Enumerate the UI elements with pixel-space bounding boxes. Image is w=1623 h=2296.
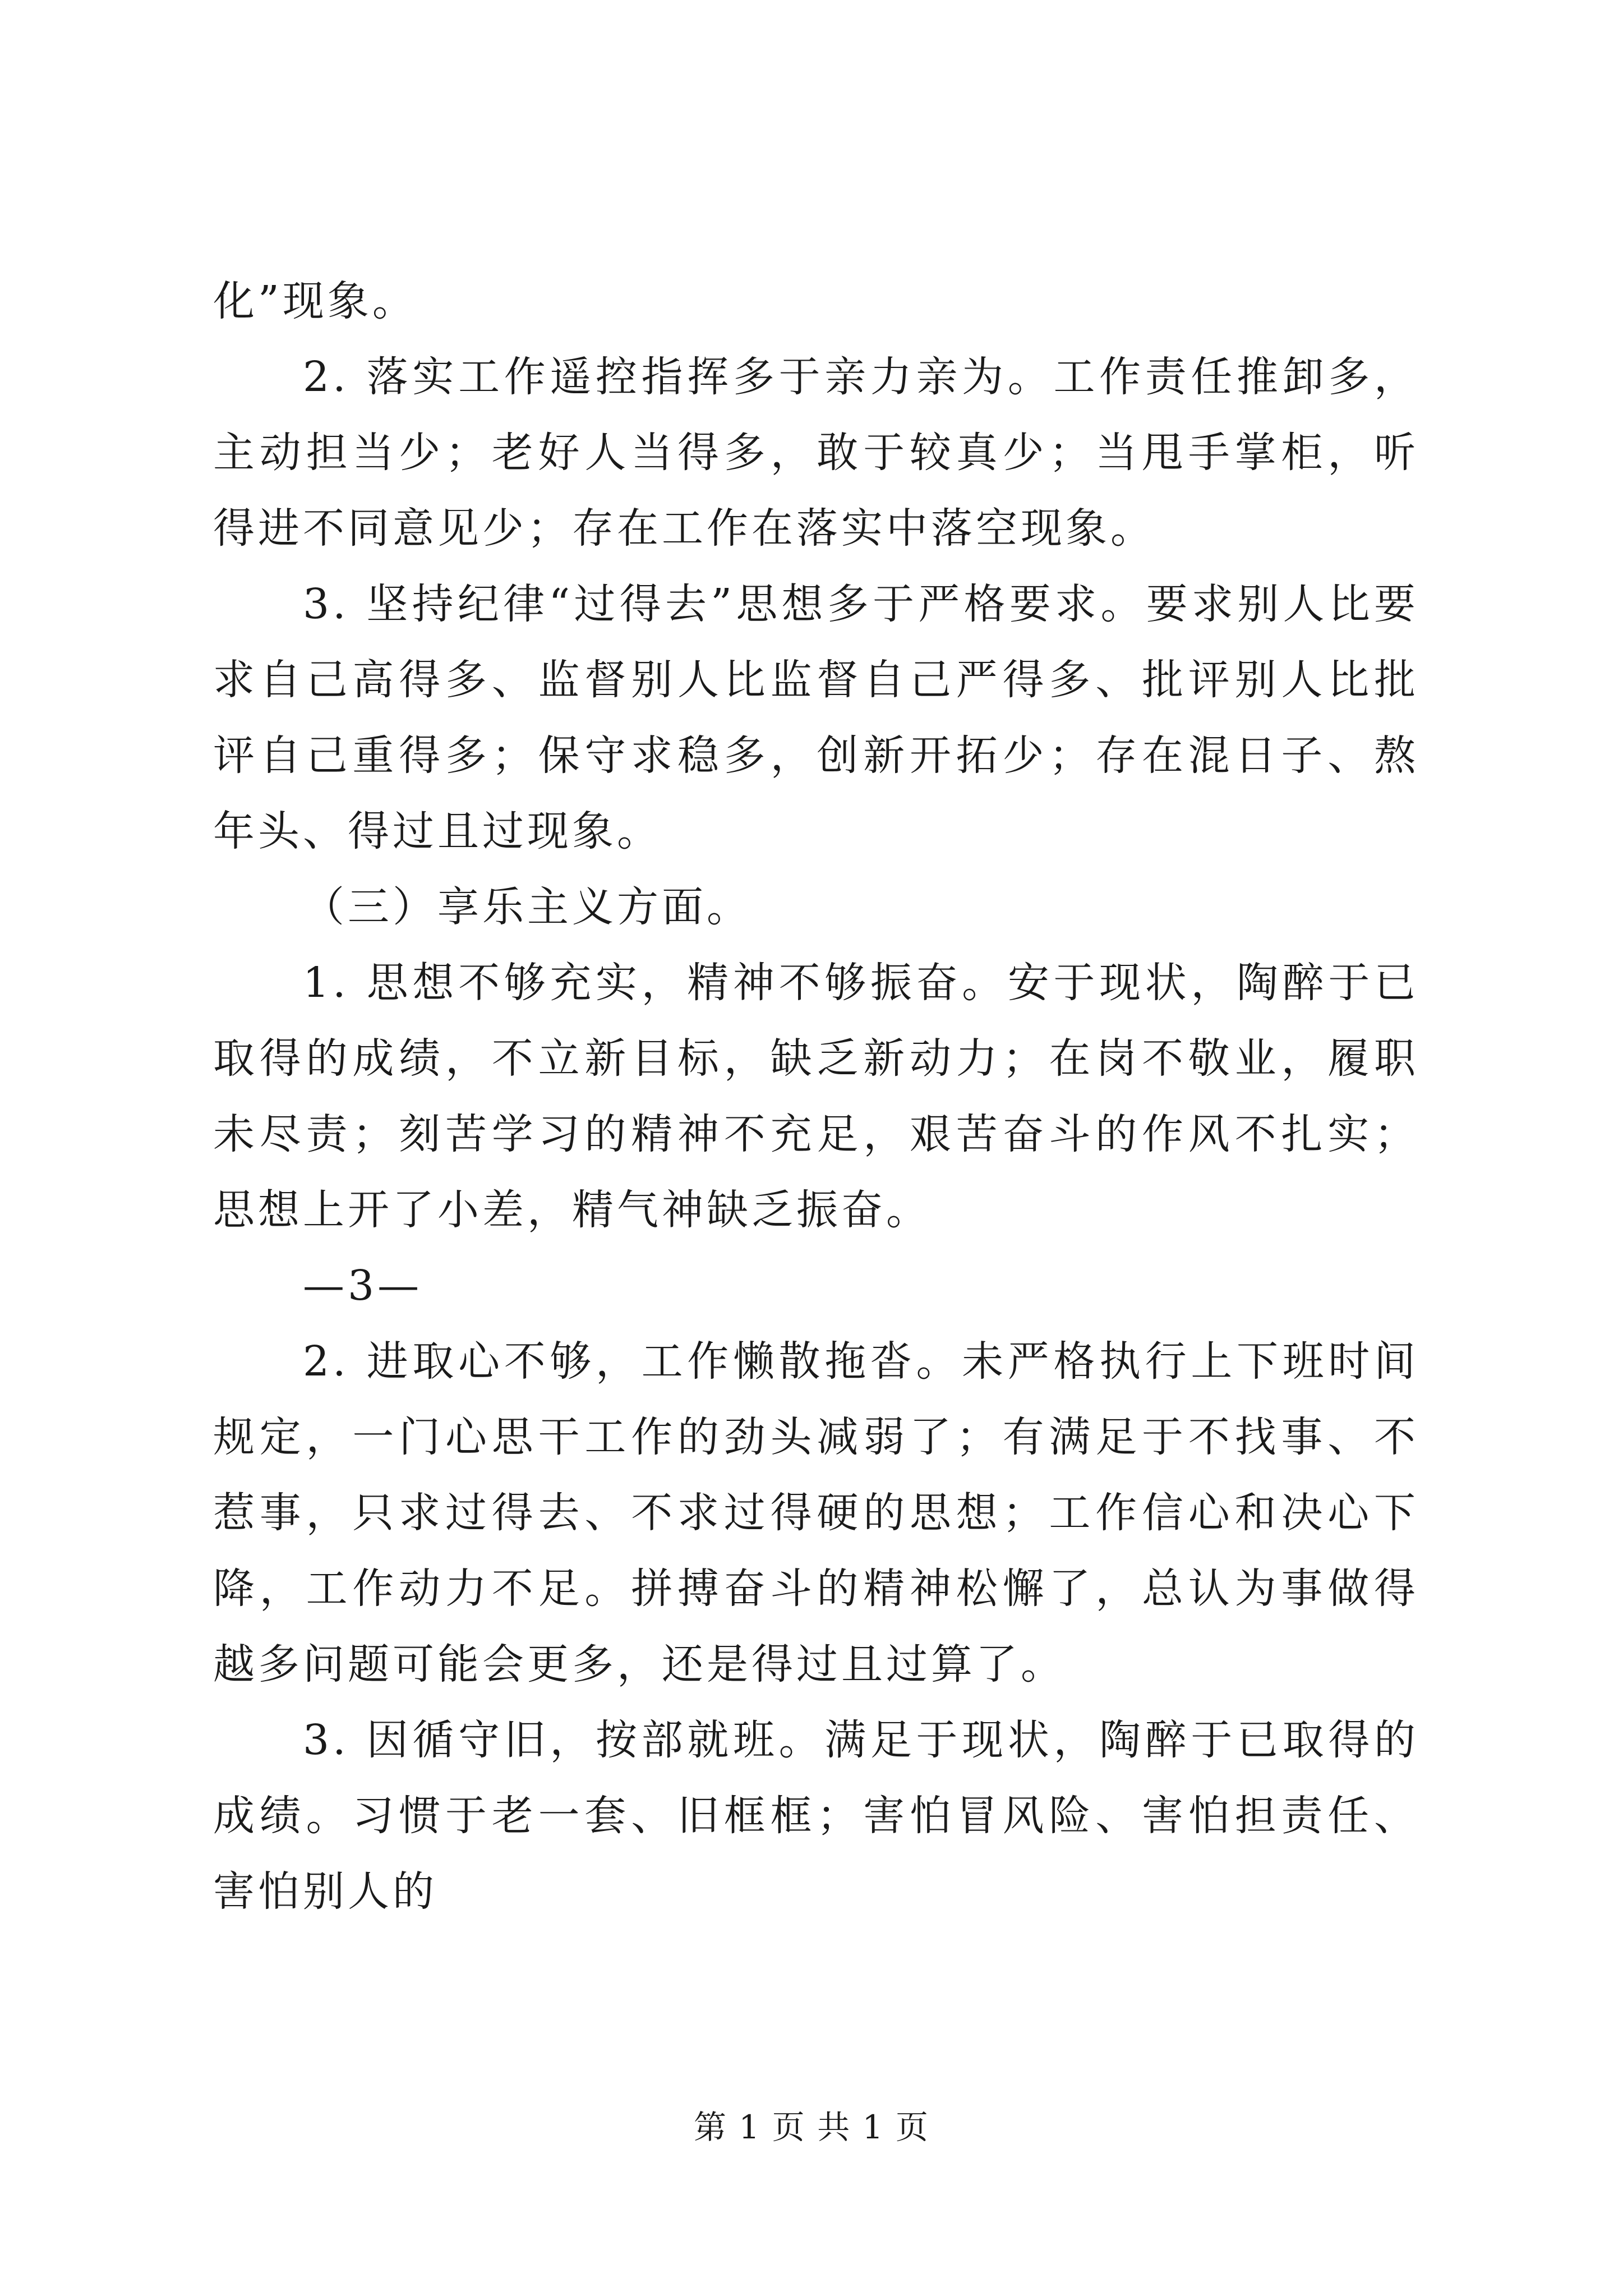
paragraph-item-2: 2. 落实工作遥控指挥多于亲力亲为。工作责任推卸多，主动担当少；老好人当得多，敢于较真少；当甩手掌柜，听得进不同意见少；存在工作在落实中落空现象。 (213, 353, 1419, 553)
paragraph-hedonism-item-3: 3. 因循守旧，按部就班。满足于现状，陶醉于已取得的成绩。习惯于老一套、旧框框；害怕冒风险、害怕担责任、害怕别人的 (213, 1716, 1419, 1916)
paragraph-hedonism-item-1: 1. 思想不够充实，精神不够振奋。安于现状，陶醉于已取得的成绩，不立新目标，缺乏新动力；在岗不敬业，履职未尽责；刻苦学习的精神不充足，艰苦奋斗的作风不扎实；思想上开了小差，精气神缺乏振奋。 (213, 959, 1419, 1234)
section-heading-hedonism: （三）享乐主义方面。 (303, 883, 751, 931)
paragraph-hedonism-item-2: 2. 进取心不够，工作懒散拖沓。未严格执行上下班时间规定，一门心思干工作的劲头减弱了；有满足于不找事、不惹事，只求过得去、不求过得硬的思想；工作信心和决心下降，工作动力不足。拼搏奋斗的精神松懈了，总认为事做得越多问题可能会更多，还是得过且过算了。 (213, 1337, 1419, 1688)
inline-page-number: —3— (303, 1262, 423, 1310)
page-footer: 第 1 页 共 1 页 (694, 2108, 929, 2146)
paragraph-continuation: 化”现象。 (213, 277, 417, 325)
paragraph-item-3: 3. 坚持纪律“过得去”思想多于严格要求。要求别人比要求自己高得多、监督别人比监督自己严得多、批评别人比批评自己重得多；保守求稳多，创新开拓少；存在混日子、熬年头、得过且过现象。 (213, 580, 1419, 855)
document-body (213, 264, 1419, 1930)
